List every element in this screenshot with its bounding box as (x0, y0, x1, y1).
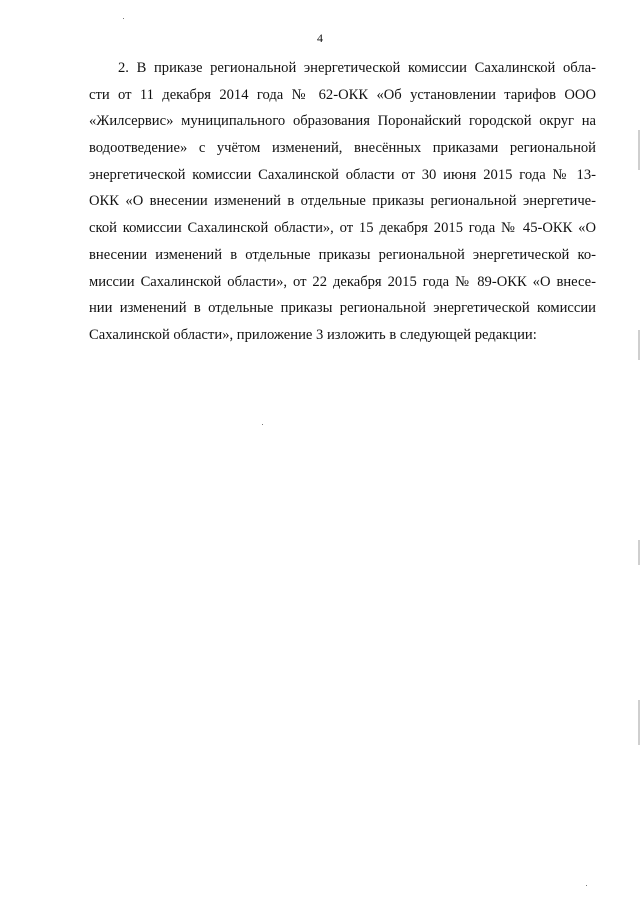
paragraph-line: энергетической комиссии Сахалинской области от 30 июня 2015 года № 13- (89, 166, 596, 183)
page-number: 4 (317, 31, 323, 45)
scan-speck (262, 424, 263, 425)
paragraph-line: ской комиссии Сахалинской области», от 15 декабря 2015 года № 45-ОКК «О (89, 220, 596, 237)
paragraph-line: внесении изменений в отдельные приказы региональной энергетической ко- (89, 246, 596, 263)
paragraph-line: «Жилсервис» муниципального образования Поронайский городской округ на (89, 113, 596, 130)
paragraph-line: сти от 11 декабря 2014 года № 62-ОКК «Об установлении тарифов ООО (89, 86, 596, 103)
paragraph-2 (89, 55, 596, 349)
paragraph-line: 2. В приказе региональной энергетической комиссии Сахалинской обла- (118, 60, 596, 76)
paragraph-line: Сахалинской области», приложение 3 изложить в следующей редакции: (89, 326, 537, 343)
scan-speck (586, 885, 587, 886)
paragraph-line: миссии Сахалинской области», от 22 декабря 2015 года № 89-ОКК «О внесе- (89, 273, 596, 290)
paragraph-line: нии изменений в отдельные приказы региональной энергетической комиссии (89, 300, 596, 317)
paragraph-line: водоотведение» с учётом изменений, внесённых приказами региональной (89, 140, 596, 157)
paragraph-line: ОКК «О внесении изменений в отдельные приказы региональной энергетиче- (89, 193, 596, 210)
scan-speck (123, 18, 124, 19)
